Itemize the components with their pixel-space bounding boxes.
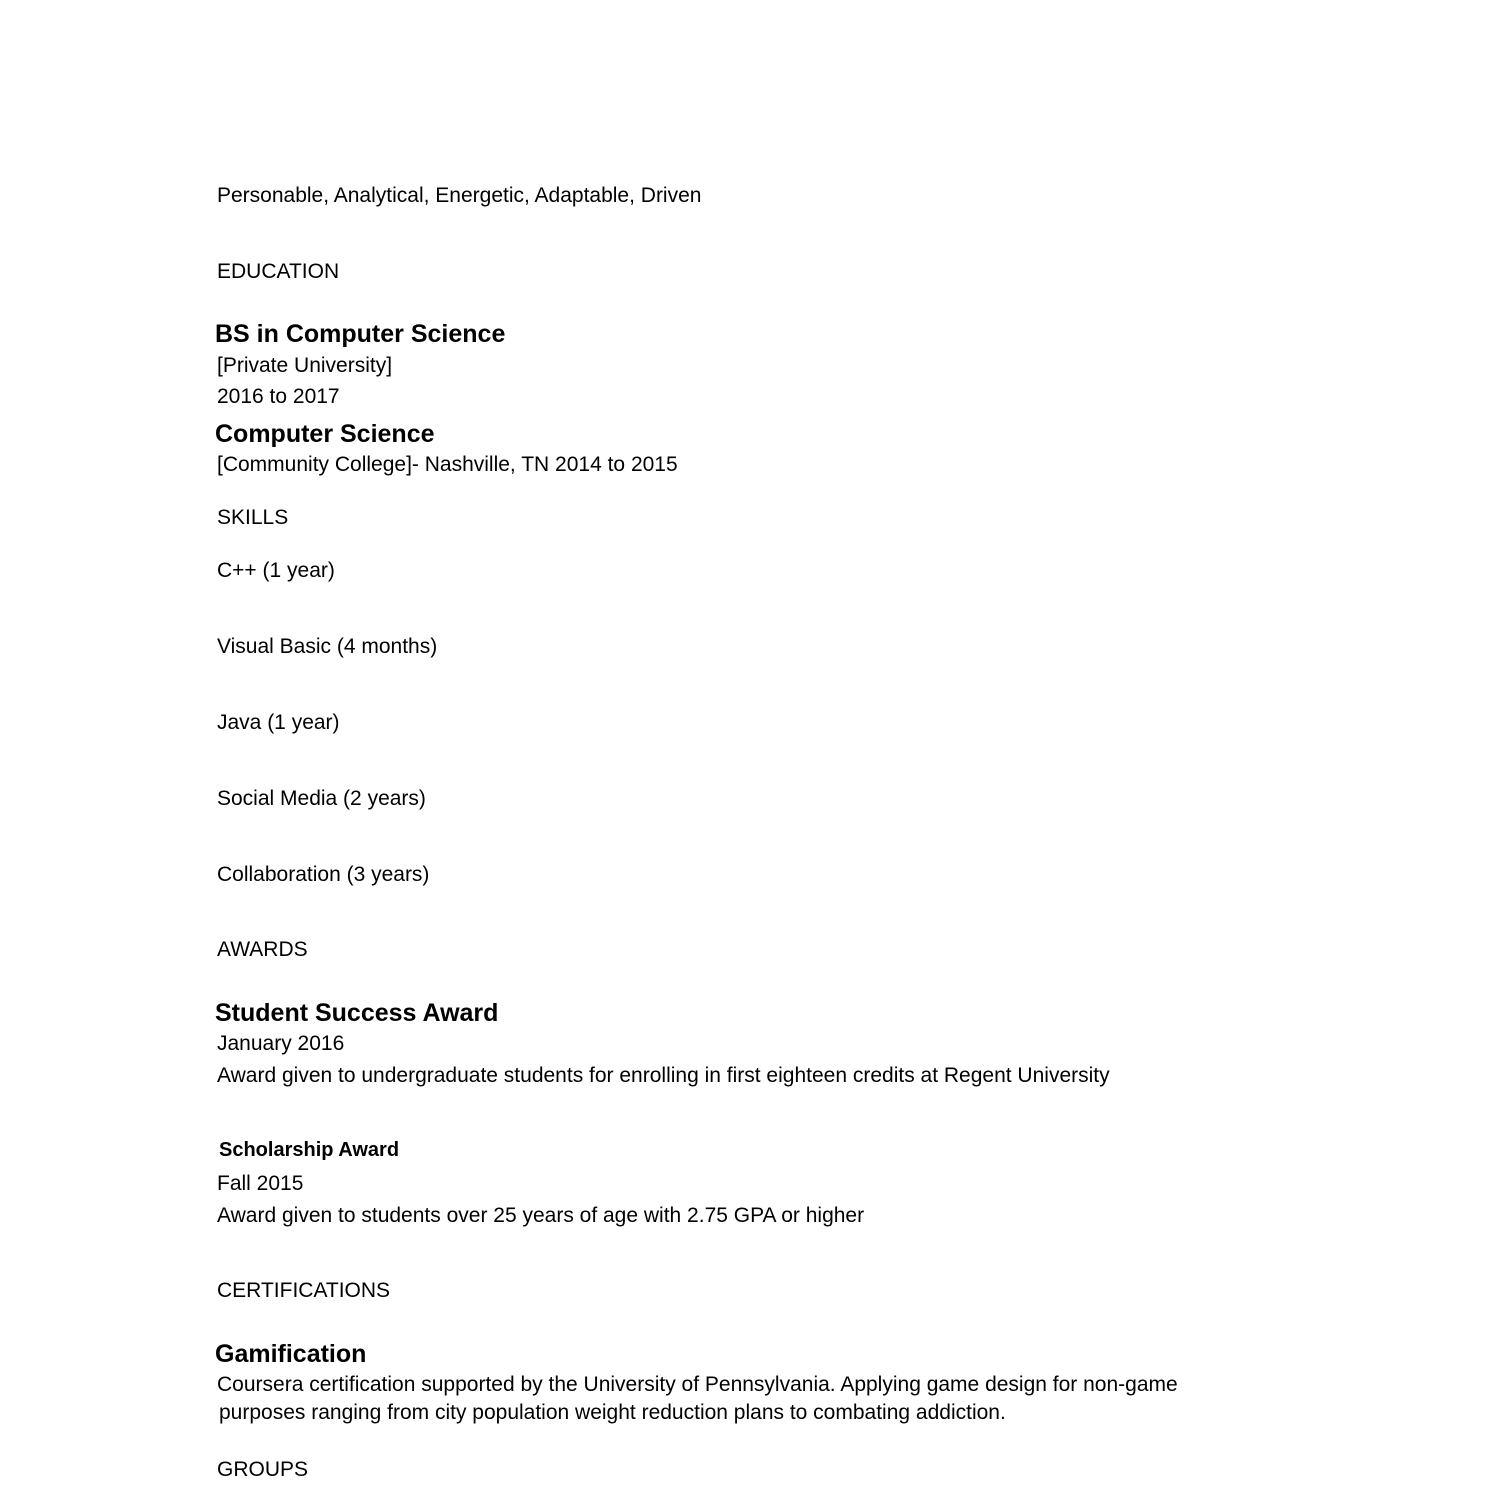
skill-item: C++ (1 year) — [217, 559, 335, 582]
education-school-community: [Community College]- Nashville, TN 2014 to 2015 — [217, 453, 678, 476]
skill-item: Collaboration (3 years) — [217, 863, 430, 886]
education-degree-cs: Computer Science — [215, 420, 435, 448]
groups-heading: GROUPS — [217, 1458, 309, 1481]
awards-heading: AWARDS — [217, 938, 308, 961]
certification-description-line2: purposes ranging from city population weight reduction plans to combating addiction. — [219, 1401, 1006, 1424]
skill-item: Java (1 year) — [217, 711, 340, 734]
education-heading: EDUCATION — [217, 260, 340, 283]
award-description: Award given to undergraduate students for enrolling in first eighteen credits at Regent University — [217, 1064, 1110, 1087]
skill-item: Social Media (2 years) — [217, 787, 426, 810]
certifications-heading: CERTIFICATIONS — [217, 1279, 391, 1302]
award-date: Fall 2015 — [217, 1172, 304, 1195]
certification-description-line1: Coursera certification supported by the University of Pennsylvania. Applying game design for non-game — [217, 1373, 1178, 1396]
award-title: Scholarship Award — [219, 1139, 400, 1161]
award-title: Student Success Award — [215, 999, 499, 1027]
education-school-private: [Private University] — [217, 354, 393, 377]
award-description: Award given to students over 25 years of age with 2.75 GPA or higher — [217, 1204, 865, 1227]
education-degree-bs: BS in Computer Science — [215, 320, 506, 348]
award-date: January 2016 — [217, 1032, 345, 1055]
skill-item: Visual Basic (4 months) — [217, 635, 438, 658]
education-dates-private: 2016 to 2017 — [217, 385, 340, 408]
skills-heading: SKILLS — [217, 506, 289, 529]
summary-traits: Personable, Analytical, Energetic, Adaptable, Driven — [217, 184, 702, 207]
certification-title: Gamification — [215, 1340, 367, 1368]
